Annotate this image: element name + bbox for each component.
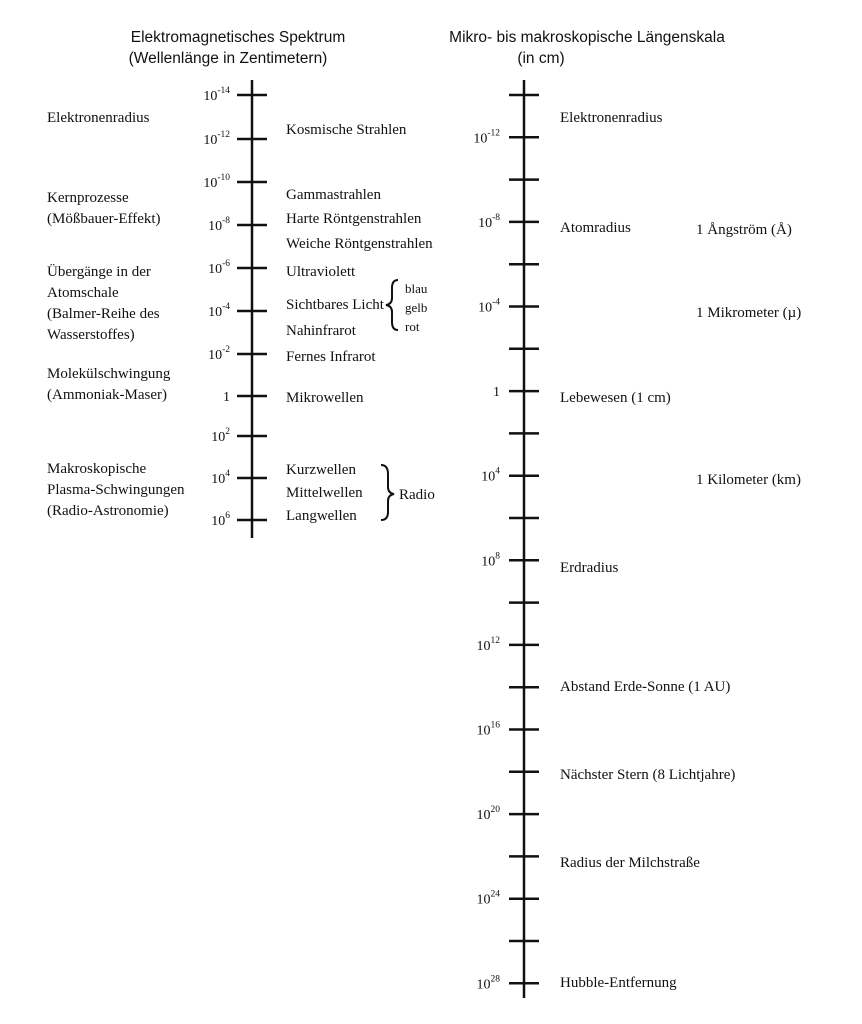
radiation-gamma: Gammastrahlen (286, 187, 381, 203)
radiation-near-ir: Nahinfrarot (286, 323, 356, 339)
unit-micrometer: 1 Mikrometer (µ) (696, 305, 802, 321)
phenomenon-nuclear-l2: (Mößbauer-Effekt) (47, 211, 161, 227)
radiation-uv: Ultraviolett (286, 264, 356, 280)
right-axis-tick-label: $10^{24}$ (476, 889, 500, 908)
left-title-line2: (Wellenlänge in Zentimetern) (128, 50, 328, 67)
phenomenon-electron-radius: Elektronenradius (47, 110, 150, 126)
left-axis-tick-label: $10^{-10}$ (203, 173, 230, 191)
left-axis-tick-label: 1 (223, 390, 230, 405)
phenomenon-plasma-l1: Makroskopische (47, 461, 147, 477)
object-milky-way: Radius der Milchstraße (560, 855, 700, 871)
radiation-long-wave: Langwellen (286, 508, 357, 524)
radiation-hard-xray: Harte Röntgenstrahlen (286, 211, 422, 227)
phenomenon-plasma-l2: Plasma-Schwingungen (47, 482, 185, 498)
object-atom-radius: Atomradius (560, 220, 631, 236)
object-hubble: Hubble-Entfernung (560, 975, 677, 991)
left-axis-tick-label: $10^{-8}$ (208, 216, 230, 234)
right-axis-tick-label: $10^{12}$ (476, 635, 500, 654)
visible-light-brace (386, 280, 398, 330)
right-objects (560, 110, 735, 991)
right-title-line1: Mikro- bis makroskopische Längenskala (449, 29, 725, 46)
phenomenon-plasma-l3: (Radio-Astronomie) (47, 503, 169, 519)
left-axis-tick-label: $10^6$ (211, 511, 230, 529)
phenomenon-atomic-l4: Wasserstoffes) (47, 327, 135, 343)
right-axis-tick-label: $10^{-4}$ (478, 297, 500, 316)
right-axis-tick-label: $10^{16}$ (476, 720, 500, 739)
left-phenomena (47, 110, 185, 519)
radiation-medium-wave: Mittelwellen (286, 485, 363, 501)
left-axis-ticks (203, 86, 267, 529)
radiation-far-ir: Fernes Infrarot (286, 349, 376, 365)
radio-brace (381, 465, 394, 520)
radiation-microwave: Mikrowellen (286, 390, 364, 406)
phenomenon-atomic-l3: (Balmer-Reihe des (47, 306, 160, 322)
phenomenon-molecular-l2: (Ammoniak-Maser) (47, 387, 167, 403)
left-axis-tick-label: $10^4$ (211, 469, 230, 487)
right-axis-tick-label: $10^{20}$ (476, 805, 500, 824)
unit-angstrom: 1 Ångström (Å) (696, 222, 792, 238)
phenomenon-molecular-l1: Molekülschwingung (47, 366, 171, 382)
left-title-line1: Elektromagnetisches Spektrum (130, 29, 346, 46)
color-red: rot (405, 319, 420, 334)
right-axis-tick-label: $10^4$ (481, 466, 500, 485)
radiation-cosmic: Kosmische Strahlen (286, 122, 407, 138)
radiation-soft-xray: Weiche Röntgenstrahlen (286, 236, 433, 252)
object-electron-radius: Elektronenradius (560, 110, 663, 126)
phenomenon-atomic-l1: Übergänge in der (47, 264, 151, 280)
left-axis-tick-label: $10^{-4}$ (208, 302, 230, 320)
right-axis-ticks (473, 95, 539, 992)
radio-label: Radio (399, 487, 435, 503)
radiation-visible: Sichtbares Licht (286, 297, 384, 313)
phenomenon-nuclear-l1: Kernprozesse (47, 190, 129, 206)
object-nearest-star: Nächster Stern (8 Lichtjahre) (560, 767, 736, 783)
radiation-short-wave: Kurzwellen (286, 462, 356, 478)
unit-kilometer: 1 Kilometer (km) (696, 472, 801, 488)
color-blue: blau (405, 281, 428, 296)
left-axis-tick-label: $10^{-2}$ (208, 345, 230, 363)
right-title-line2: (in cm) (517, 50, 565, 67)
left-axis-tick-label: $10^2$ (211, 427, 230, 445)
left-axis-tick-label: $10^{-6}$ (208, 259, 230, 277)
color-yellow: gelb (405, 300, 428, 315)
phenomenon-atomic-l2: Atomschale (47, 285, 119, 301)
left-axis-tick-label: $10^{-12}$ (203, 130, 230, 148)
right-axis-tick-label: 1 (493, 385, 500, 401)
left-axis-tick-label: $10^{-14}$ (203, 86, 230, 104)
right-axis-tick-label: $10^8$ (481, 551, 500, 570)
right-axis-tick-label: $10^{-12}$ (473, 128, 500, 147)
object-life: Lebewesen (1 cm) (560, 390, 671, 406)
object-earth-radius: Erdradius (560, 560, 619, 576)
object-earth-sun: Abstand Erde-Sonne (1 AU) (560, 679, 731, 695)
right-axis-tick-label: $10^{-8}$ (478, 212, 500, 231)
right-units (696, 222, 801, 488)
right-axis-tick-label: $10^{28}$ (476, 974, 500, 993)
